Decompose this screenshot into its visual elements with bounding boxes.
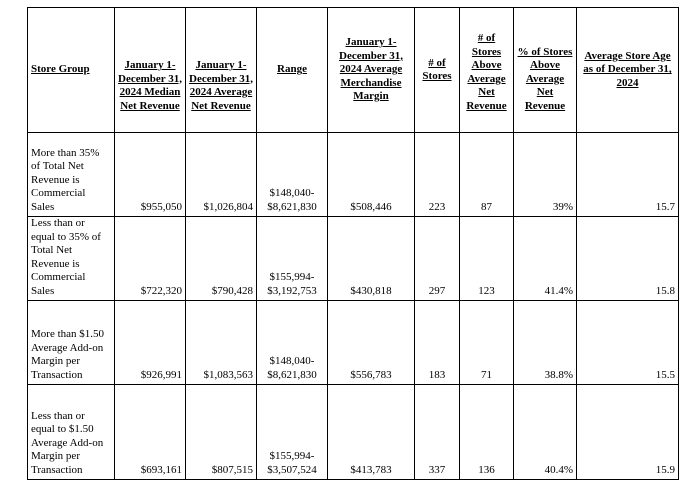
- header-average-store-age: Average Store Age as of December 31, 2024: [577, 8, 679, 133]
- row-range-low: $148,040-: [269, 187, 315, 199]
- header-stores-above-average-count: # of Stores Above Average Net Revenue: [460, 8, 514, 133]
- row-range-high: $3,192,753: [267, 284, 317, 297]
- row-average-merchandise-margin: $430,818: [328, 217, 415, 301]
- store-group-revenue-table: [27, 7, 679, 480]
- row-median-net-revenue: $955,050: [115, 133, 186, 217]
- row-average-store-age: 15.8: [577, 217, 679, 301]
- row-stores-above-average-percent: 39%: [514, 133, 577, 217]
- row-average-net-revenue: $790,428: [186, 217, 257, 301]
- row-stores-above-average-count: 123: [460, 217, 514, 301]
- table-row: [28, 133, 679, 217]
- row-average-store-age: 15.5: [577, 301, 679, 385]
- row-stores-above-average-percent: 41.4%: [514, 217, 577, 301]
- row-range-low: $148,040-: [269, 355, 315, 367]
- row-range-high: $3,507,524: [267, 463, 317, 476]
- table-row: [28, 385, 679, 480]
- row-average-net-revenue: $1,026,804: [186, 133, 257, 217]
- row-range-high: $8,621,830: [267, 200, 317, 213]
- row-median-net-revenue: $722,320: [115, 217, 186, 301]
- header-average-merchandise-margin: January 1-December 31, 2024 Average Merchandise Margin: [328, 8, 415, 133]
- row-range-low: $155,994-: [269, 271, 315, 283]
- header-average-net-revenue: January 1-December 31, 2024 Average Net Revenue: [186, 8, 257, 133]
- row-range: [257, 385, 328, 480]
- row-average-net-revenue: $1,083,563: [186, 301, 257, 385]
- row-store-group: More than 35% of Total Net Revenue is Commercial Sales: [28, 133, 115, 217]
- row-number-of-stores: 223: [415, 133, 460, 217]
- row-range: [257, 301, 328, 385]
- row-average-merchandise-margin: $508,446: [328, 133, 415, 217]
- row-stores-above-average-count: 71: [460, 301, 514, 385]
- row-range-high: $8,621,830: [267, 368, 317, 381]
- row-range: [257, 133, 328, 217]
- row-store-group: Less than or equal to 35% of Total Net Revenue is Commercial Sales: [28, 217, 115, 301]
- row-median-net-revenue: $926,991: [115, 301, 186, 385]
- row-number-of-stores: 183: [415, 301, 460, 385]
- header-number-of-stores: # of Stores: [415, 8, 460, 133]
- row-range: [257, 217, 328, 301]
- row-stores-above-average-percent: 38.8%: [514, 301, 577, 385]
- row-stores-above-average-percent: 40.4%: [514, 385, 577, 480]
- row-stores-above-average-count: 87: [460, 133, 514, 217]
- row-median-net-revenue: $693,161: [115, 385, 186, 480]
- row-number-of-stores: 337: [415, 385, 460, 480]
- row-range-low: $155,994-: [269, 450, 315, 462]
- row-average-net-revenue: $807,515: [186, 385, 257, 480]
- header-stores-above-average-percent: % of Stores Above Average Net Revenue: [514, 8, 577, 133]
- header-median-net-revenue: January 1-December 31, 2024 Median Net Revenue: [115, 8, 186, 133]
- row-average-store-age: 15.9: [577, 385, 679, 480]
- table-row: [28, 217, 679, 301]
- table-row: [28, 301, 679, 385]
- row-stores-above-average-count: 136: [460, 385, 514, 480]
- header-store-group: Store Group: [28, 8, 115, 133]
- header-range: Range: [257, 8, 328, 133]
- header-row: [28, 8, 679, 133]
- row-store-group: More than $1.50 Average Add-on Margin per Transaction: [28, 301, 115, 385]
- row-number-of-stores: 297: [415, 217, 460, 301]
- row-average-merchandise-margin: $556,783: [328, 301, 415, 385]
- row-store-group: Less than or equal to $1.50 Average Add-on Margin per Transaction: [28, 385, 115, 480]
- row-average-store-age: 15.7: [577, 133, 679, 217]
- row-average-merchandise-margin: $413,783: [328, 385, 415, 480]
